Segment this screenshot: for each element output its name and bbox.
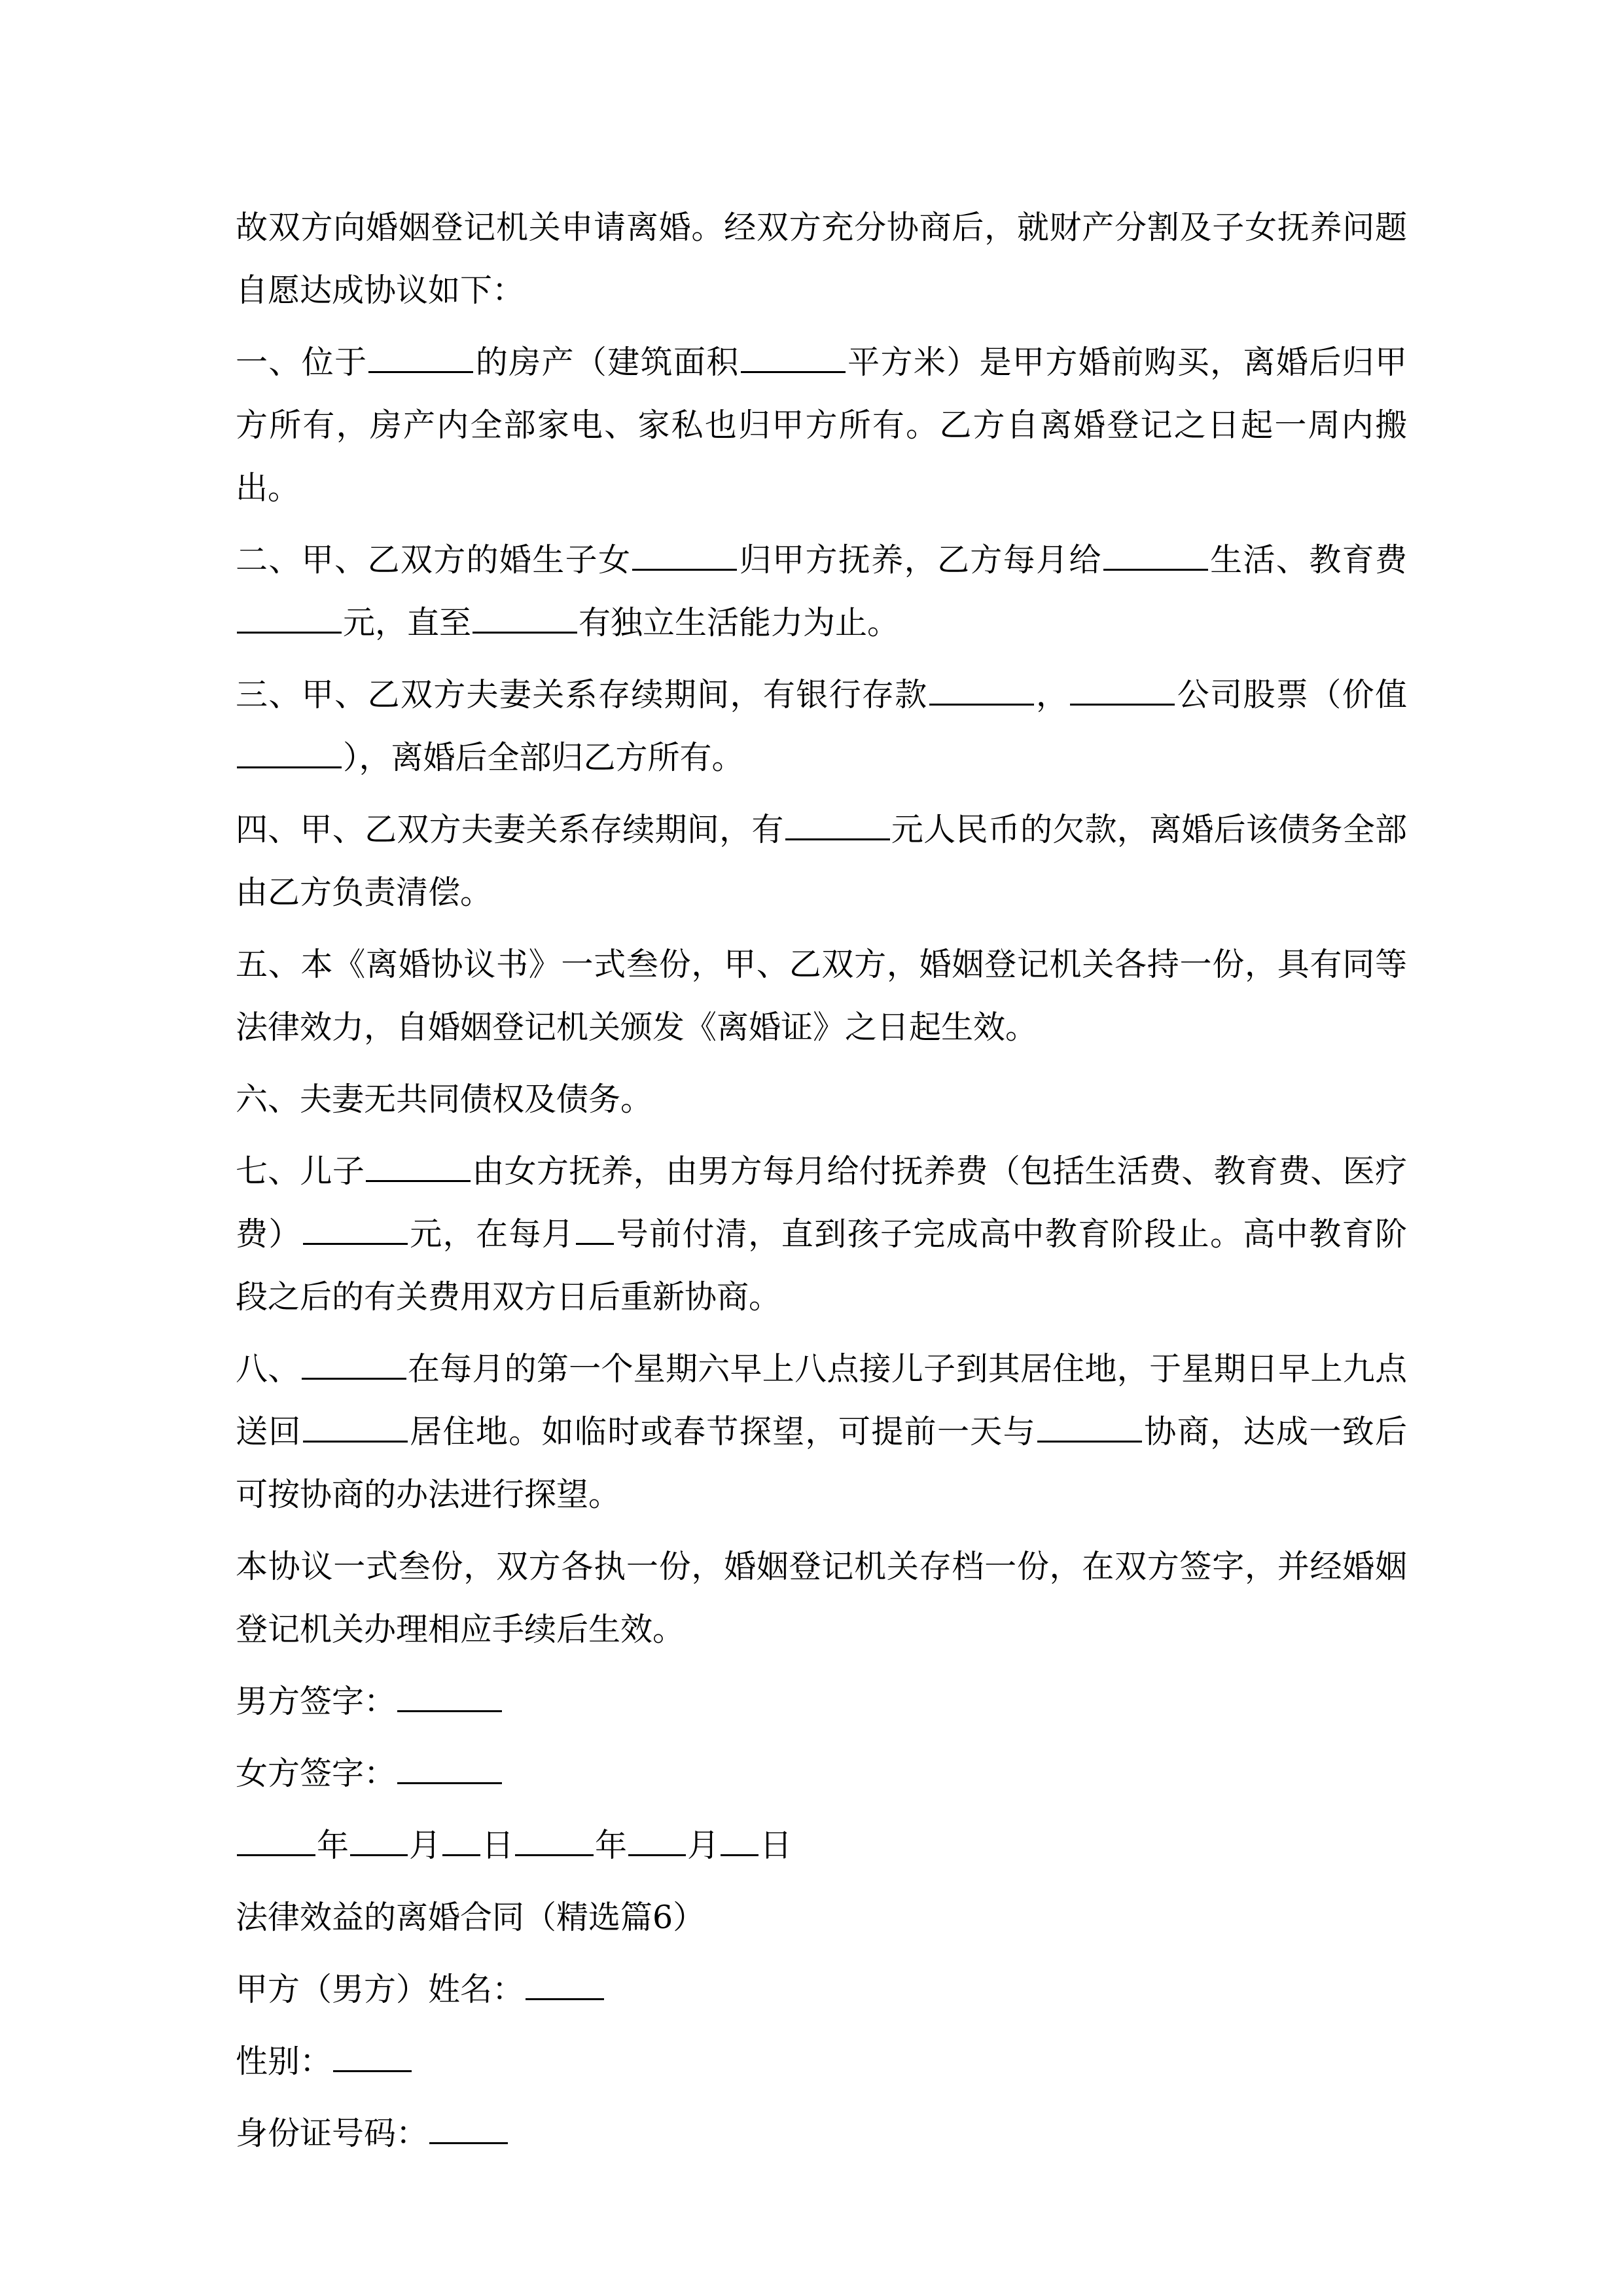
text-run: 六、夫妻无共同债权及债务。 — [236, 1081, 653, 1118]
text-run: 协商，达成一致后可按协商的办法进行探望。 — [236, 1413, 1407, 1513]
p-item-8 — [236, 1338, 1407, 1526]
p-sign-female — [236, 1742, 1407, 1805]
fill-in-blank[interactable] — [333, 2041, 412, 2072]
fill-in-blank[interactable] — [237, 1825, 315, 1856]
text-run: 性别： — [236, 2043, 332, 2080]
text-run: 法律效益的离婚合同（精选篇6） — [236, 1899, 705, 1936]
p-item-4 — [236, 798, 1407, 924]
text-run: 四、甲、乙双方夫妻关系存续期间，有 — [236, 811, 784, 848]
text-run: 八、 — [236, 1350, 300, 1388]
fill-in-blank[interactable] — [429, 2113, 508, 2144]
text-run: 月 — [409, 1827, 442, 1864]
fill-in-blank[interactable] — [237, 738, 342, 768]
p-item-2 — [236, 529, 1407, 655]
text-run: 一、位于 — [236, 344, 368, 381]
text-run: 月 — [687, 1827, 720, 1864]
fill-in-blank[interactable] — [366, 1151, 471, 1182]
p-party-a-gender — [236, 2030, 1407, 2093]
p-item-3 — [236, 664, 1407, 789]
fill-in-blank[interactable] — [303, 1214, 408, 1245]
text-run: 的房产（建筑面积 — [474, 344, 740, 381]
text-run: 故双方向婚姻登记机关申请离婚。经双方充分协商后，就财产分割及子女抚养问题自愿达成协议如下： — [236, 209, 1407, 309]
text-run: 三、甲、乙双方夫妻关系存续期间，有银行存款 — [236, 676, 928, 713]
p-item-6 — [236, 1068, 1407, 1131]
p-item-1 — [236, 331, 1407, 520]
fill-in-blank[interactable] — [1103, 540, 1208, 571]
p-item-7 — [236, 1140, 1407, 1329]
fill-in-blank[interactable] — [302, 1349, 406, 1380]
fill-in-blank[interactable] — [350, 1825, 408, 1856]
text-run: 元，在每月 — [408, 1215, 575, 1253]
text-run: 二、甲、乙双方的婚生子女 — [236, 541, 632, 579]
text-run: ， — [1035, 676, 1069, 713]
text-run: 元人民币的欠款，离婚后该债务全部由乙方负责清偿。 — [236, 811, 1407, 911]
fill-in-blank[interactable] — [741, 342, 846, 373]
fill-in-blank[interactable] — [632, 540, 737, 571]
p-dates — [236, 1814, 1407, 1877]
text-run: 公司股票（价值 — [1176, 676, 1407, 713]
fill-in-blank[interactable] — [237, 603, 342, 634]
p-party-a-name — [236, 1958, 1407, 2021]
text-run: 身份证号码： — [236, 2115, 429, 2152]
text-run: 男方签字： — [236, 1683, 397, 1720]
text-run: 甲方（男方）姓名： — [236, 1971, 525, 2008]
p-item-5 — [236, 933, 1407, 1059]
text-run: 日 — [760, 1827, 793, 1864]
fill-in-blank[interactable] — [929, 675, 1034, 706]
p-section-heading — [236, 1886, 1407, 1949]
document-body — [236, 196, 1407, 2165]
p-intro — [236, 196, 1407, 322]
p-closing — [236, 1535, 1407, 1661]
fill-in-blank[interactable] — [785, 810, 890, 840]
text-run: 七、儿子 — [236, 1153, 365, 1190]
fill-in-blank[interactable] — [397, 1753, 502, 1784]
text-run: 有独立生活能力为止。 — [579, 604, 900, 641]
fill-in-blank[interactable] — [515, 1825, 594, 1856]
p-party-a-id — [236, 2102, 1407, 2165]
fill-in-blank[interactable] — [397, 1681, 502, 1712]
fill-in-blank[interactable] — [526, 1969, 604, 2000]
text-run: 元，直至 — [343, 604, 472, 641]
fill-in-blank[interactable] — [576, 1214, 614, 1245]
text-run: 由女方抚养，由男方每月给付抚养费（包括生活费、教育费、医疗费） — [236, 1153, 1407, 1253]
p-sign-male — [236, 1670, 1407, 1733]
text-run: 号前付清，直到孩子完成高中教育阶段止。高中教育阶段之后的有关费用双方日后重新协商。 — [236, 1215, 1407, 1316]
text-run: 居住地。如临时或春节探望，可提前一天与 — [408, 1413, 1037, 1450]
text-run: 年 — [317, 1827, 349, 1864]
text-run: 年 — [595, 1827, 628, 1864]
fill-in-blank[interactable] — [303, 1412, 408, 1443]
fill-in-blank[interactable] — [473, 603, 577, 634]
fill-in-blank[interactable] — [1070, 675, 1175, 706]
text-run: 在每月的第一个星期六早上八点接儿子到其居住地，于星期日早上九点送回 — [236, 1350, 1407, 1450]
fill-in-blank[interactable] — [368, 342, 473, 373]
text-run: 本协议一式叁份，双方各执一份，婚姻登记机关存档一份，在双方签字，并经婚姻登记机关办理相应手续后生效。 — [236, 1548, 1407, 1648]
text-run: 生活、教育费 — [1209, 541, 1407, 579]
fill-in-blank[interactable] — [628, 1825, 686, 1856]
text-run: 日 — [482, 1827, 514, 1864]
text-run: 归甲方抚养，乙方每月给 — [738, 541, 1102, 579]
text-run: 五、本《离婚协议书》一式叁份，甲、乙双方，婚姻登记机关各持一份，具有同等法律效力，自婚姻登记机关颁发《离婚证》之日起生效。 — [236, 946, 1407, 1046]
text-run: 平方米）是甲方婚前购买，离婚后归甲方所有，房产内全部家电、家私也归甲方所有。乙方自离婚登记之日起一周内搬出。 — [236, 344, 1407, 507]
fill-in-blank[interactable] — [1037, 1412, 1142, 1443]
fill-in-blank[interactable] — [442, 1825, 480, 1856]
text-run: 女方签字： — [236, 1755, 397, 1792]
fill-in-blank[interactable] — [721, 1825, 758, 1856]
text-run: ），离婚后全部归乙方所有。 — [343, 739, 744, 776]
